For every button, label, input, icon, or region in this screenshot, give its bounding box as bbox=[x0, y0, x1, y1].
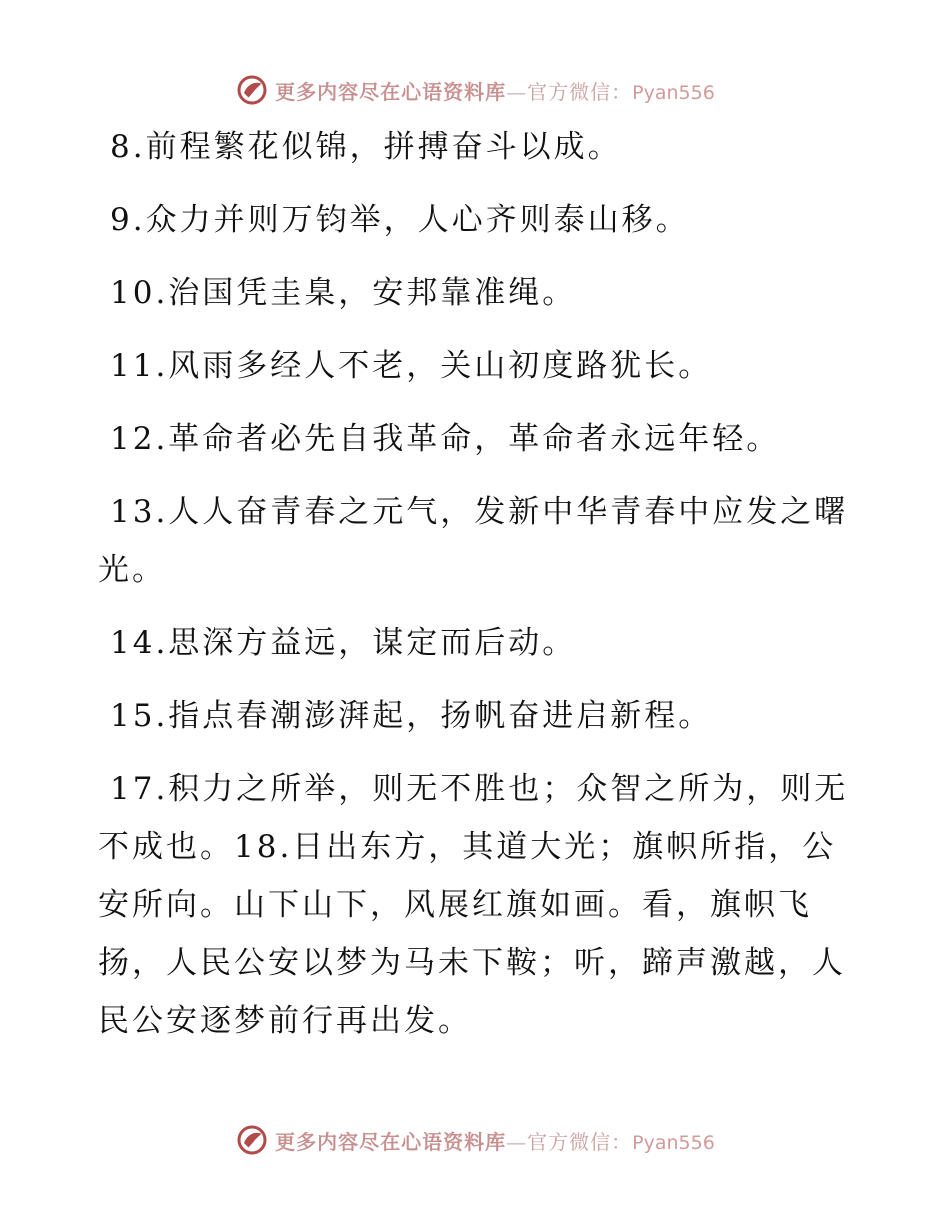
watermark-separator: — bbox=[506, 1129, 528, 1154]
brand-logo-icon bbox=[235, 73, 269, 107]
document-body bbox=[98, 118, 858, 1065]
quote-paragraph: 10.治国凭圭臬，安邦靠准绳。 bbox=[110, 275, 577, 311]
watermark-brand: 更多内容尽在心语资料库 bbox=[275, 1129, 507, 1154]
quote-paragraph: 13.人人奋青春之元气，发新中华青春中应发之曙光。 bbox=[98, 494, 849, 588]
watermark-contact-id: Pyan556 bbox=[632, 81, 715, 104]
watermark-brand: 更多内容尽在心语资料库 bbox=[275, 79, 507, 104]
watermark-contact-label: 官方微信： bbox=[527, 79, 633, 104]
quote-paragraph: 15.指点春潮澎湃起，扬帆奋进启新程。 bbox=[110, 698, 713, 734]
quote-paragraph: 12.革命者必先自我革命，革命者永远年轻。 bbox=[110, 421, 781, 457]
watermark-contact-label: 官方微信： bbox=[527, 1129, 633, 1154]
watermark-text bbox=[275, 1126, 715, 1155]
quote-paragraph: 17.积力之所举，则无不胜也；众智之所为，则无不成也。18.日出东方，其道大光；旗帜所指，公安所向。山下山下，风展红旗如画。看，旗帜飞扬，人民公安以梦为马未下鞍；听，蹄声激越，人民公安逐梦前行再出发。 bbox=[98, 771, 849, 1039]
watermark-text bbox=[275, 76, 715, 105]
header-watermark bbox=[0, 70, 950, 110]
footer-watermark bbox=[0, 1120, 950, 1160]
quote-paragraph: 11.风雨多经人不老，关山初度路犹长。 bbox=[110, 348, 713, 384]
watermark-contact-id: Pyan556 bbox=[632, 1131, 715, 1154]
quote-paragraph: 8.前程繁花似锦，拼搏奋斗以成。 bbox=[110, 129, 622, 165]
quote-paragraph: 9.众力并则万钧举，人心齐则泰山移。 bbox=[110, 202, 690, 238]
watermark-separator: — bbox=[506, 79, 528, 104]
quote-paragraph: 14.思深方益远，谋定而后动。 bbox=[110, 625, 577, 661]
brand-logo-icon bbox=[235, 1123, 269, 1157]
